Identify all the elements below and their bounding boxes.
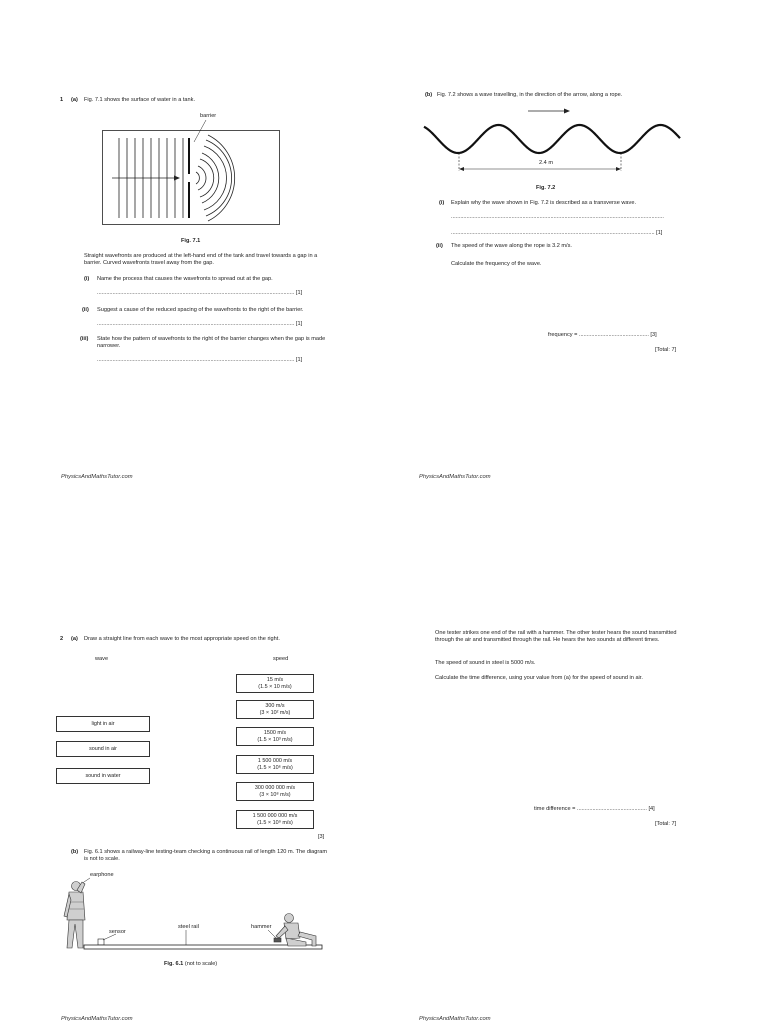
speed-standard-form: (3 × 10⁸ m/s)	[259, 792, 291, 798]
speed-value: 300 m/s	[265, 703, 285, 709]
speed-box-300000000[interactable]	[236, 782, 314, 801]
page-footer: PhysicsAndMathsTutor.com	[61, 474, 133, 480]
question-description: Straight wavefronts are produced at the left-hand end of the tank and travel towards a gap in a barrier. Curved wavefronts travel away from the gap.	[84, 253, 318, 267]
answer-line[interactable]: .........................................................................................................................................	[451, 214, 664, 220]
speed-standard-form: (1.5 × 10⁹ m/s)	[257, 820, 293, 826]
fig-caption	[164, 961, 217, 968]
page-footer: PhysicsAndMathsTutor.com	[419, 474, 491, 480]
question-intro: Fig. 7.1 shows the surface of water in a tank.	[84, 97, 195, 103]
question-number: 1	[60, 97, 64, 103]
speed-value: 1 500 000 m/s	[257, 758, 293, 764]
fig-caption-number: Fig. 6.1	[164, 961, 184, 967]
page-footer: PhysicsAndMathsTutor.com	[419, 1016, 491, 1022]
speed-box-15[interactable]	[236, 674, 314, 693]
sub-part-label: (ii)	[82, 307, 89, 313]
answer-line[interactable]: ................................................................................................................................... [1]	[451, 230, 663, 236]
steel-rail-label: steel rail	[178, 924, 199, 930]
rope-wave	[424, 125, 680, 153]
wave-box-sound-in-water[interactable]	[56, 768, 150, 784]
speed-standard-form: (1.5 × 10⁶ m/s)	[257, 765, 293, 771]
answer-line[interactable]: ............................................................................................................................... [1]	[97, 290, 303, 296]
calc-instruction: Calculate the time difference, using your value from (a) for the speed of sound in air.	[435, 675, 643, 681]
answer-line[interactable]: ............................................................................................................................... [1]	[97, 321, 303, 327]
barrier-label: barrier	[200, 113, 217, 119]
question-intro: Draw a straight line from each wave to the most appropriate speed on the right.	[84, 636, 280, 642]
speed-standard-form: (1.5 × 10 m/s)	[258, 684, 292, 690]
marks: [3]	[318, 834, 325, 840]
speed-box-1500000000[interactable]	[236, 810, 314, 829]
hammer-label: hammer	[251, 924, 272, 930]
speed-value: 1500 m/s	[263, 730, 287, 736]
sub-part-text: Name the process that causes the wavefronts to spread out at the gap.	[97, 276, 273, 282]
speed-box-1500000[interactable]	[236, 755, 314, 774]
paragraph-steel-speed: The speed of sound in steel is 5000 m/s.	[435, 660, 536, 666]
part-label: (b)	[71, 849, 79, 855]
part-label: (a)	[71, 97, 78, 103]
wave-box-sound-in-air[interactable]	[56, 741, 150, 757]
page-footer: PhysicsAndMathsTutor.com	[61, 1016, 133, 1022]
fig-caption: Fig. 7.1	[181, 238, 201, 244]
wave-box-light-in-air[interactable]	[56, 716, 150, 732]
paragraph-scenario: One tester strikes one end of the rail with a hammer. The other tester hears the sound transmitted through the air and transmitted through the rail. He hears the two sounds at different times.	[435, 630, 677, 644]
part-label: (b)	[425, 92, 433, 98]
total-marks: [Total: 7]	[655, 821, 677, 827]
fig-7-1-tank-diagram	[102, 128, 282, 228]
question-number: 2	[60, 636, 64, 642]
speed-value: 300 000 000 m/s	[254, 785, 296, 791]
sub-part-text: Explain why the wave shown in Fig. 7.2 is described as a transverse wave.	[451, 200, 636, 206]
speed-value: 1 500 000 000 m/s	[252, 813, 298, 819]
sub-part-text: State how the pattern of wavefronts to the right of the barrier changes when the gap is made narrower.	[97, 336, 326, 350]
sub-part-label: (i)	[84, 276, 90, 282]
part-label: (a)	[71, 636, 78, 642]
tester-with-hammer-figure	[274, 914, 316, 947]
fig-caption-note: (not to scale)	[183, 961, 218, 967]
fig-6-1-railway-diagram	[60, 876, 330, 956]
sub-part-text: Suggest a cause of the reduced spacing of the wavefronts to the right of the barrier.	[97, 307, 304, 313]
speed-standard-form: (3 × 10² m/s)	[259, 710, 291, 716]
sub-part-text: The speed of the wave along the rope is 3.2 m/s.	[451, 243, 572, 249]
speed-box-1500[interactable]	[236, 727, 314, 746]
sub-part-label: (ii)	[436, 243, 443, 249]
wave-label: light in air	[91, 721, 115, 727]
earphone-label: earphone	[90, 872, 114, 878]
sub-part-label: (iii)	[80, 336, 89, 342]
sub-part-label: (i)	[439, 200, 445, 206]
calc-instruction: Calculate the frequency of the wave.	[451, 261, 542, 267]
wave-label: sound in air	[89, 746, 117, 752]
frequency-answer-line[interactable]: frequency = ............................................. [3]	[548, 332, 657, 338]
tester-with-earphone-figure	[64, 882, 85, 949]
time-difference-answer-line[interactable]: time difference = ............................................. [4]	[534, 806, 655, 812]
question-intro: Fig. 7.2 shows a wave travelling, in the direction of the arrow, along a rope.	[437, 92, 623, 98]
wave-header: wave	[95, 656, 109, 662]
speed-header: speed	[273, 656, 289, 662]
fig-caption: Fig. 7.2	[536, 185, 556, 191]
speed-box-300[interactable]	[236, 700, 314, 719]
total-marks: [Total: 7]	[655, 347, 677, 353]
sensor-label: sensor	[109, 929, 126, 935]
wave-label: sound in water	[85, 773, 121, 779]
part-b-text: Fig. 6.1 shows a railway-line testing-team checking a continuous rail of length 120 m. The diagram is not to scale.	[84, 849, 328, 863]
speed-value: 15 m/s	[266, 677, 284, 683]
length-label: 2.4 m	[539, 160, 553, 166]
answer-line[interactable]: ............................................................................................................................... [1]	[97, 357, 303, 363]
fig-7-2-rope-wave	[424, 105, 684, 175]
speed-standard-form: (1.5 × 10³ m/s)	[257, 737, 293, 743]
